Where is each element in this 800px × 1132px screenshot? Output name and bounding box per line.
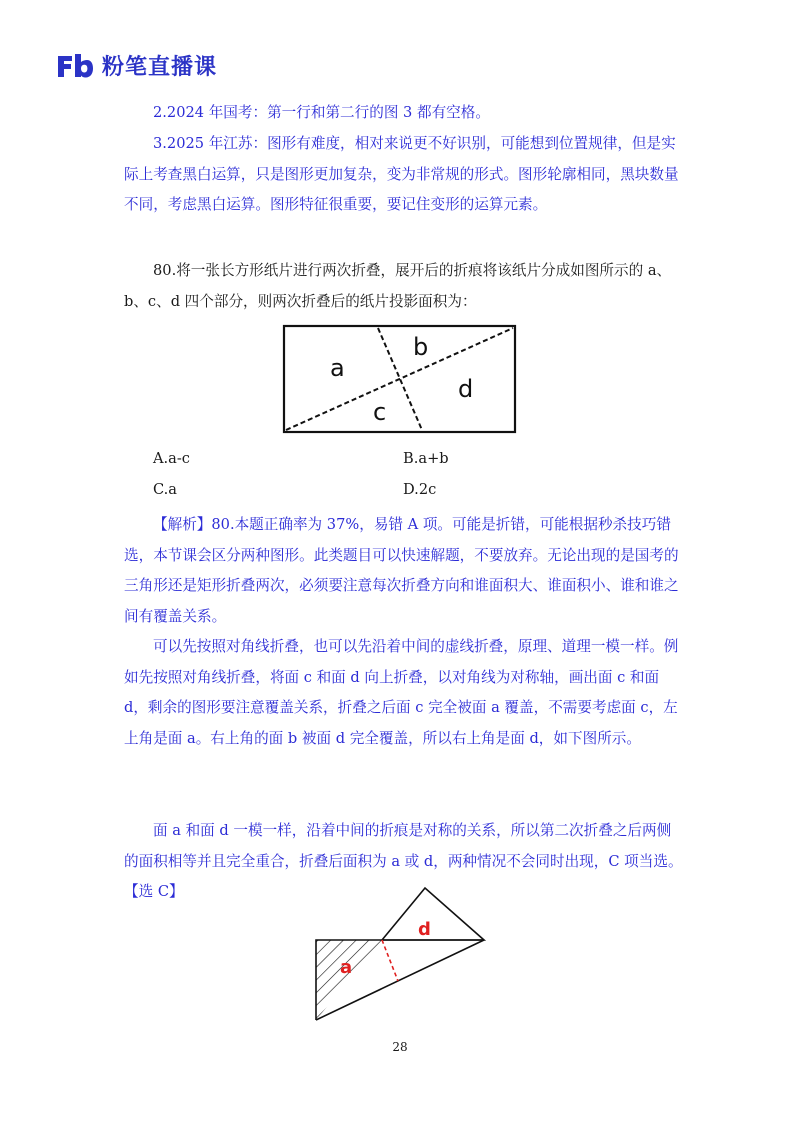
analysis-paragraph-1: 【解析】80.本题正确率为 37%，易错 A 项。可能是折错，可能根据秒杀技巧错选，本节课会区分两种图形。此类题目可以快速解题，不要放弃。无论出现的是国考的三角形还是矩形折叠两次，必须要注意每次折叠方向和谁面积大、谁面积小、谁和谁之间有覆盖关系。 [124,516,679,625]
label-a-red: a [340,957,353,978]
brand-name: 粉笔直播课 [102,55,218,80]
option-d: D.2c [403,481,437,498]
question-stem: 80.将一张长方形纸片进行两次折叠，展开后的折痕将该纸片分成如图所示的 a、b、c、d 四个部分，则两次折叠后的纸片投影面积为： [124,262,672,310]
red-crease [382,940,398,981]
brand-logo [56,50,217,81]
fold-line-diagonal [286,328,513,430]
label-d: d [458,375,474,403]
option-a: A.a-c [153,450,190,467]
label-a: a [330,354,345,382]
triangle-face-d [382,888,484,940]
label-b: b [413,333,429,361]
question-figure-rectangle [280,322,520,436]
hatched-face-a [316,940,382,1020]
fb-logo-icon [56,52,94,80]
analysis-paragraph-3: 面 a 和面 d 一模一样，沿着中间的折痕是对称的关系，所以第二次折叠之后两侧的面积相等并且完全重合，折叠后面积为 a 或 d，两种情况不会同时出现，C 项当选。【选 C】 [124,822,683,900]
analysis-paragraph-2: 可以先按照对角线折叠，也可以先沿着中间的虚线折叠，原理、道理一模一样。例如先按照对角线折叠，将面 c 和面 d 向上折叠，以对角线为对称轴，画出面 c 和面 d，剩余的图形要注意覆盖关系，折叠之后面 c 完全被面 a 覆盖，不需要考虑面 c，左上角是面 a。右上角的面 b 被面 d 完全覆盖，所以右上角是面 d，如下图所示。 [124,638,679,747]
option-b: B.a+b [403,450,449,467]
intro-line-3: 3.2025 年江苏：图形有难度，相对来说更不好识别，可能想到位置规律，但是实际上考查黑白运算，只是图形更加复杂，变为非常规的形式。图形轮廓相同，黑块数量不同，考虑黑白运算。图形特征很重要，要记住变形的运算元素。 [124,135,679,213]
analysis-figure-folded [310,884,490,1026]
intro-line-2: 2.2024 年国考：第一行和第二行的图 3 都有空格。 [153,104,490,121]
option-c: C.a [153,481,177,498]
label-d-red: d [418,919,431,940]
page-number: 28 [392,1040,408,1054]
label-c: c [373,398,387,426]
